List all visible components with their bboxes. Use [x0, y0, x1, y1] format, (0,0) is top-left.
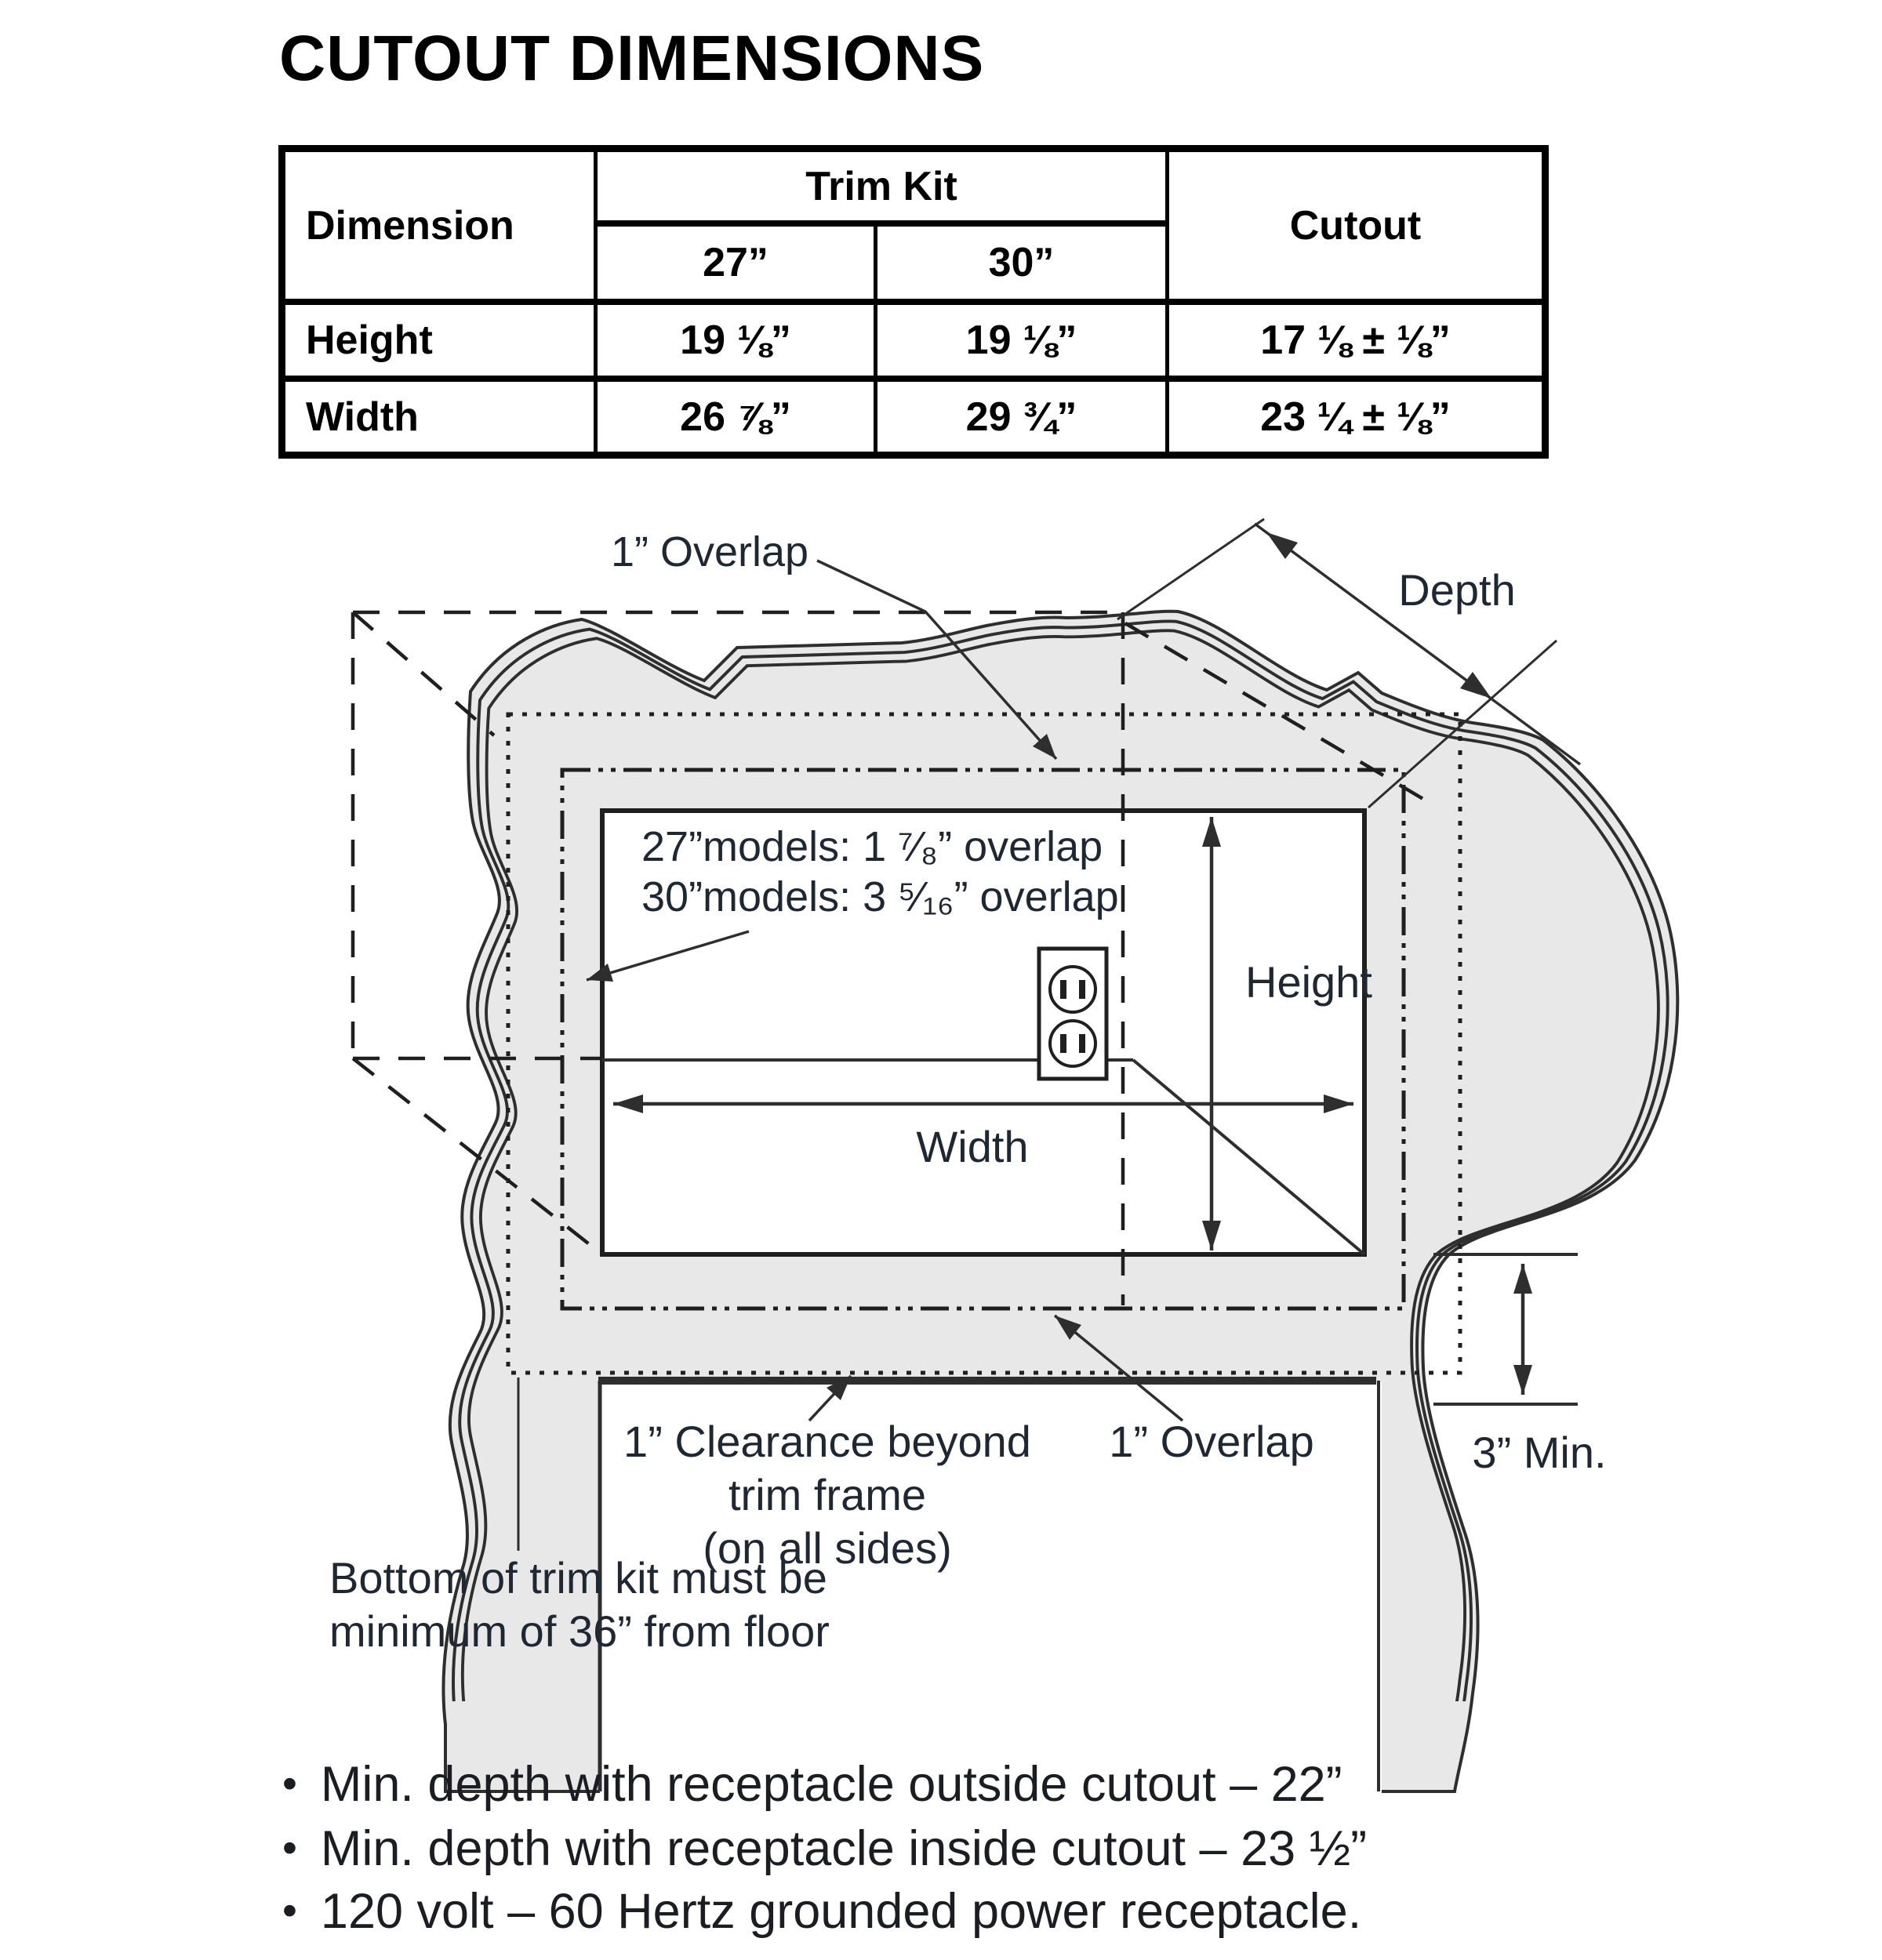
label-models-27: 27”models: 1 ⁷⁄₈” overlap: [641, 823, 1103, 870]
col-header-30: 30”: [877, 227, 1169, 305]
label-clearance-1: 1” Clearance beyond: [623, 1417, 1031, 1466]
cell-width-27: 26 ⅞”: [598, 382, 877, 452]
row-height-label: Height: [285, 305, 598, 382]
cell-height-27: 19 ⅛”: [598, 305, 877, 382]
col-header-cutout: Cutout: [1169, 152, 1542, 305]
row-width-label: Width: [285, 382, 598, 452]
label-clearance-2: trim frame: [728, 1470, 926, 1519]
col-header-dimension: Dimension: [285, 152, 598, 305]
label-models-30: 30”models: 3 ⁵⁄₁₆” overlap: [641, 873, 1119, 920]
label-clearance-3: (on all sides): [703, 1523, 952, 1573]
label-3min: 3” Min.: [1472, 1428, 1607, 1477]
power-outlet-icon: [1039, 949, 1106, 1079]
col-header-27: 27”: [598, 227, 877, 305]
label-overlap-bottom: 1” Overlap: [1109, 1417, 1314, 1466]
dimensions-table: [278, 145, 1549, 459]
label-trim-note-1: Bottom of trim kit must be: [329, 1553, 827, 1602]
note-min-depth-inside: • Min. depth with receptacle inside cutout – 23 ½”: [282, 1820, 1367, 1877]
col-header-trim-kit: Trim Kit: [598, 152, 1169, 227]
cell-width-30: 29 ¾”: [877, 382, 1169, 452]
label-width: Width: [916, 1122, 1029, 1171]
cell-height-30: 19 ⅛”: [877, 305, 1169, 382]
page-title: CUTOUT DIMENSIONS: [279, 23, 985, 94]
note-power: • 120 volt – 60 Hertz grounded power receptacle.: [282, 1883, 1361, 1940]
cell-width-cutout: 23 ¼ ± ⅛”: [1260, 394, 1451, 440]
label-trim-note-2: minimum of 36” from floor: [329, 1606, 830, 1656]
label-overlap-top: 1” Overlap: [610, 528, 809, 575]
label-height: Height: [1245, 957, 1372, 1007]
note-min-depth-outside: • Min. depth with receptacle outside cutout – 22”: [282, 1756, 1342, 1813]
min-clearance-arrow: [1433, 1254, 1578, 1404]
label-depth: Depth: [1398, 565, 1516, 615]
cell-height-cutout: 17 ⅛ ± ⅛”: [1169, 305, 1542, 382]
